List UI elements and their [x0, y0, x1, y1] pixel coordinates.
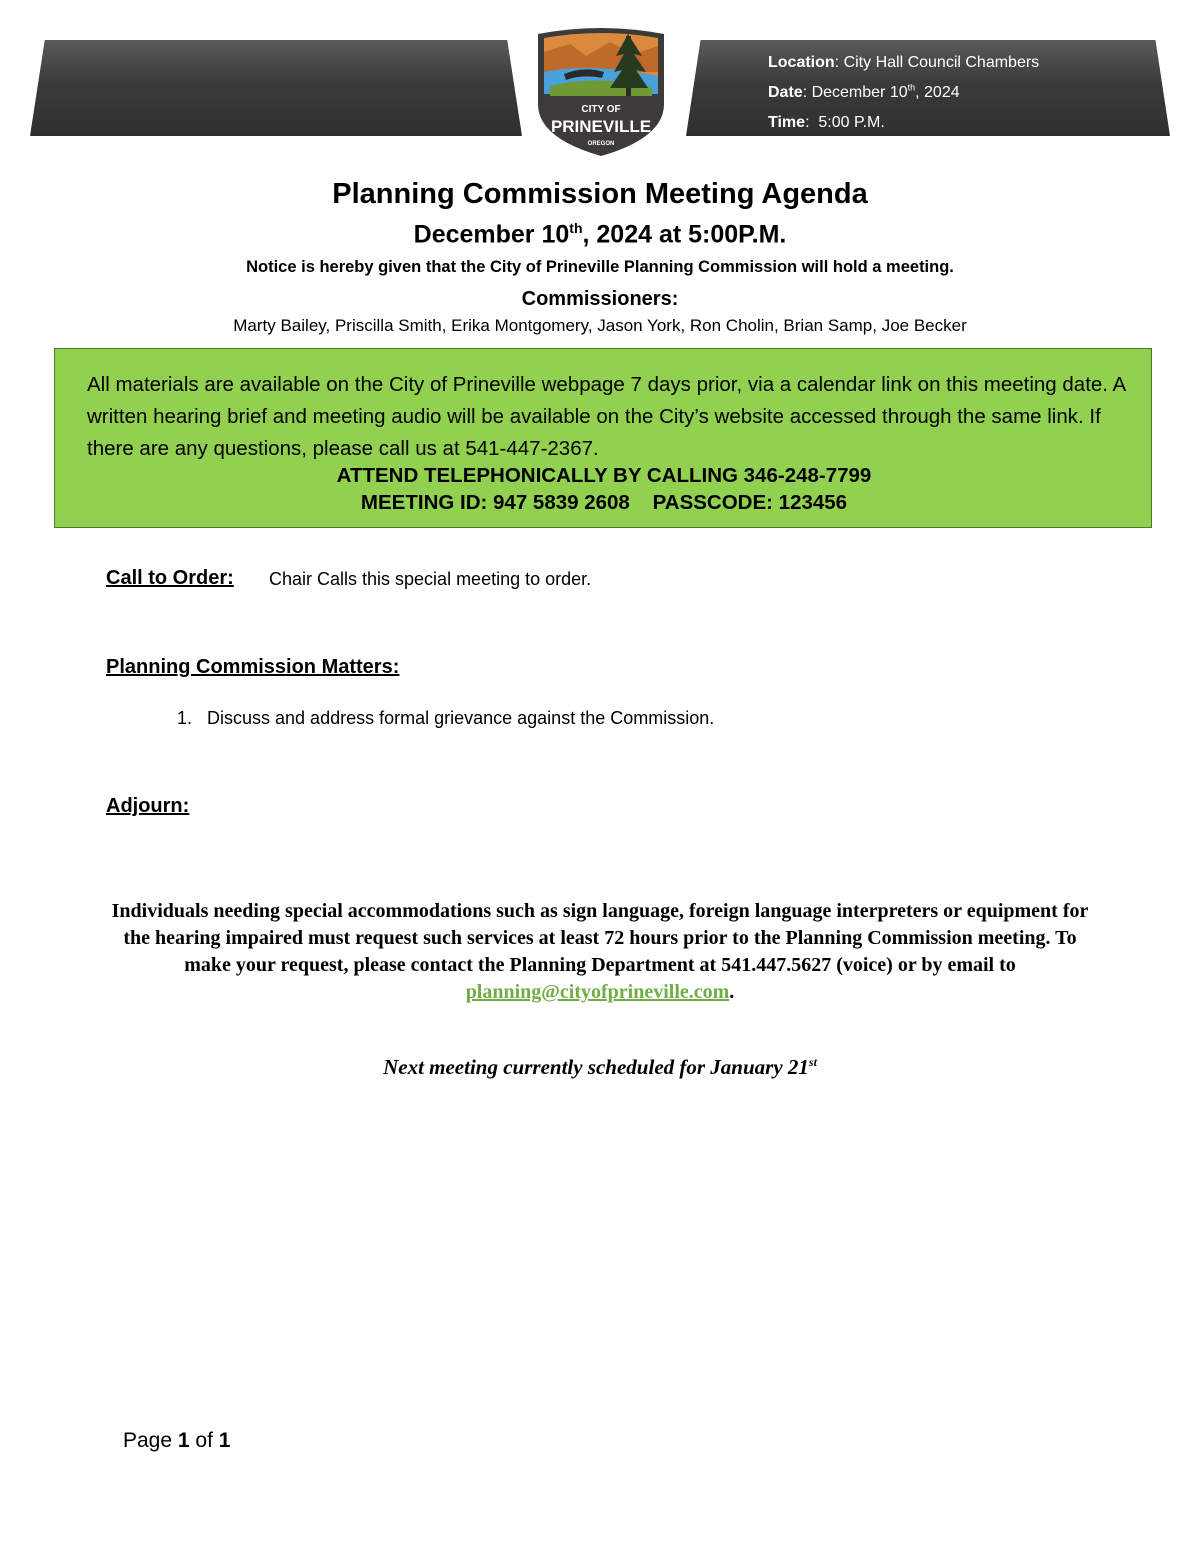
- page-number: Page 1 of 1: [123, 1429, 231, 1452]
- call-to-order-text: Chair Calls this special meeting to order.: [269, 569, 592, 589]
- page-subtitle: December 10th, 2024 at 5:00P.M.: [413, 220, 787, 249]
- meeting-notice: Notice is hereby given that the City of Prineville Planning Commission will hold a meeting.: [246, 258, 954, 276]
- logo-line3: OREGON: [587, 141, 615, 147]
- info-box: [54, 348, 1152, 528]
- logo-line2: PRINEVILLE: [550, 117, 652, 136]
- matters-heading: Planning Commission Matters:: [106, 656, 400, 678]
- email-link[interactable]: planning@cityofprineville.com: [465, 981, 730, 1003]
- adjourn-heading: Adjourn:: [106, 795, 190, 817]
- meeting-id-line: MEETING ID: 947 5839 2608 PASSCODE: 123456: [360, 491, 848, 514]
- info-box-text: All materials are available on the City of Prineville webpage 7 days prior, via a calendar link on this meeting date. A written hearing brief and meeting audio will be available on the City’s website accessed through the same link. If there are any questions, please call us at 541-447-2367.: [87, 373, 1126, 460]
- matters-item: 1. Discuss and address formal grievance against the Commission.: [177, 708, 715, 728]
- accessibility-notice: Individuals needing special accommodations such as sign language, foreign language interpreters or equipment for the hearing impaired must request such services at least 72 hours prior to the Planning Commission meeting. To make your request, please contact the Planning Department at 541.447.5627 (voice) or by email to planning@cityofprineville.com.: [111, 900, 1089, 1003]
- header-banner-left: [30, 40, 522, 136]
- location-line: Location: City Hall Council Chambers: [768, 54, 1040, 71]
- commissioners-list: Marty Bailey, Priscilla Smith, Erika Montgomery, Jason York, Ron Cholin, Brian Samp, Joe Becker: [233, 316, 967, 335]
- date-line: Date: December 10th, 2024: [768, 82, 960, 101]
- city-logo: [530, 26, 672, 158]
- meeting-info: [768, 48, 1039, 138]
- page-title: Planning Commission Meeting Agenda: [332, 178, 868, 210]
- commissioners-heading: Commissioners:: [521, 288, 679, 310]
- next-meeting: Next meeting currently scheduled for January 21st: [383, 1055, 817, 1079]
- phone-line: ATTEND TELEPHONICALLY BY CALLING 346-248-7799: [336, 464, 872, 487]
- logo-line1: CITY OF: [581, 104, 621, 115]
- time-line: Time: 5:00 P.M.: [768, 114, 885, 131]
- call-to-order-heading: Call to Order:: [106, 567, 234, 589]
